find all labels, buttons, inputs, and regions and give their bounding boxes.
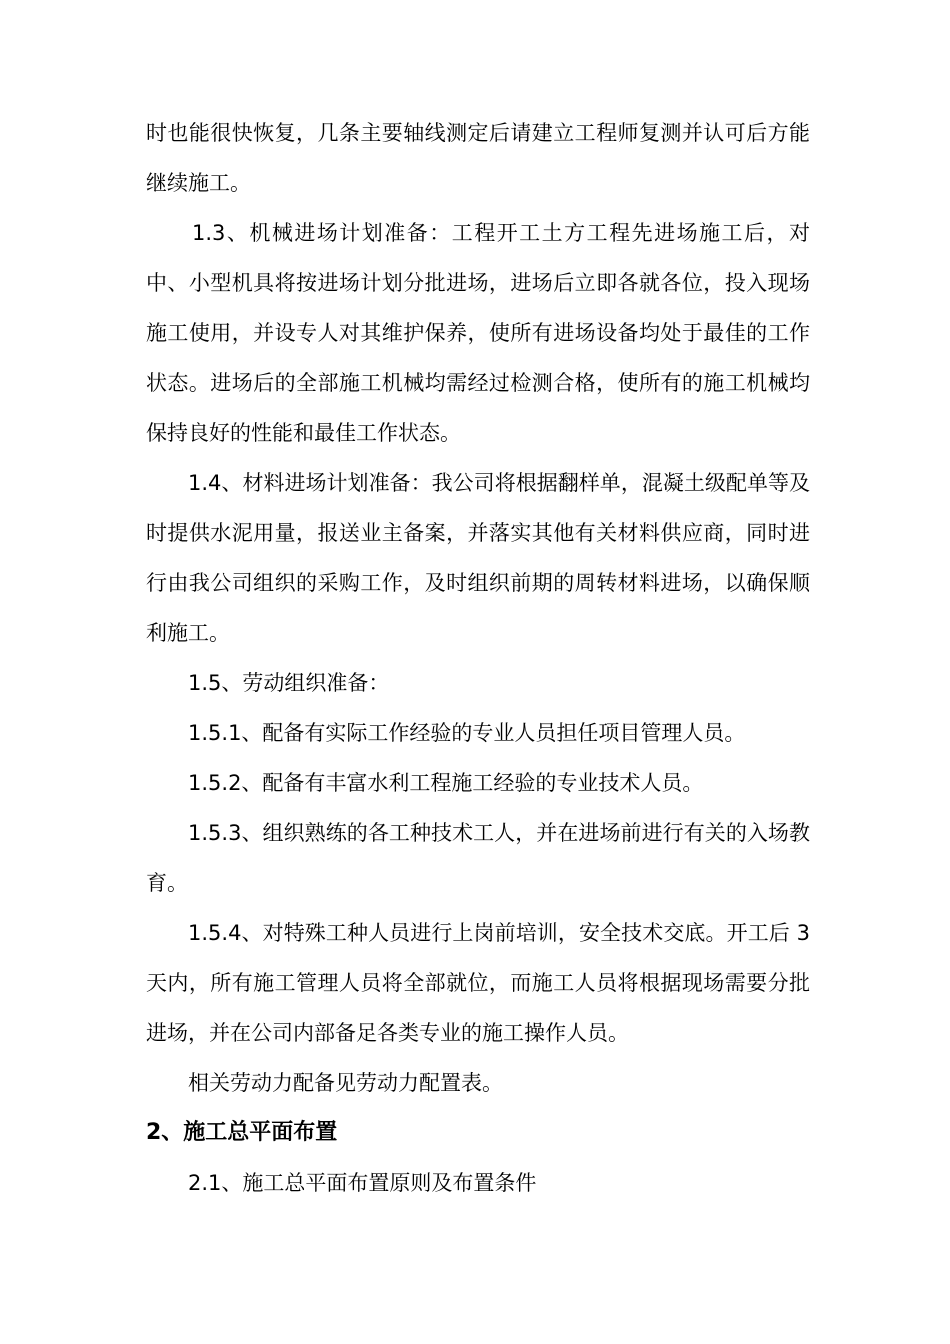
section-heading: 2、施工总平面布置 [146,1120,338,1145]
paragraph-labor-reference: 相关劳动力配备见劳动力配置表。 [188,1071,503,1095]
paragraph-labor-organization: 1.5、劳动组织准备： [188,671,390,695]
paragraph-machinery-plan: 1.3、机械进场计划准备：工程开工土方工程先进场施工后，对中、小型机具将按进场计划分批进场，进场后立即各就各位，投入现场施工使用，并设专人对其维护保养，使所有进场设备均处于最佳的工作状态。进场后的全部施工机械均需经过检测合格，使所有的施工机械均保持良好的性能和最佳工作状态。 [146,221,810,445]
paragraph-labor-item-2: 1.5.2、配备有丰富水利工程施工经验的专业技术人员。 [188,771,704,795]
document-body [146,108,810,1208]
paragraph-labor-item-1: 1.5.1、配备有实际工作经验的专业人员担任项目管理人员。 [188,721,746,745]
paragraph-continuation: 时也能很快恢复，几条主要轴线测定后请建立工程师复测并认可后方能继续施工。 [146,121,810,195]
subsection-heading: 2.1、施工总平面布置原则及布置条件 [188,1171,537,1195]
paragraph-labor-item-3: 1.5.3、组织熟练的各工种技术工人，并在进场前进行有关的入场教育。 [146,821,810,895]
paragraph-material-plan: 1.4、材料进场计划准备：我公司将根据翻样单，混凝土级配单等及时提供水泥用量，报送业主备案，并落实其他有关材料供应商，同时进行由我公司组织的采购工作，及时组织前期的周转材料进场，以确保顺利施工。 [146,471,810,645]
paragraph-labor-item-4: 1.5.4、对特殊工种人员进行上岗前培训，安全技术交底。开工后 3 天内，所有施工管理人员将全部就位，而施工人员将根据现场需要分批进场，并在公司内部备足各类专业的施工操作人员。 [146,921,810,1045]
